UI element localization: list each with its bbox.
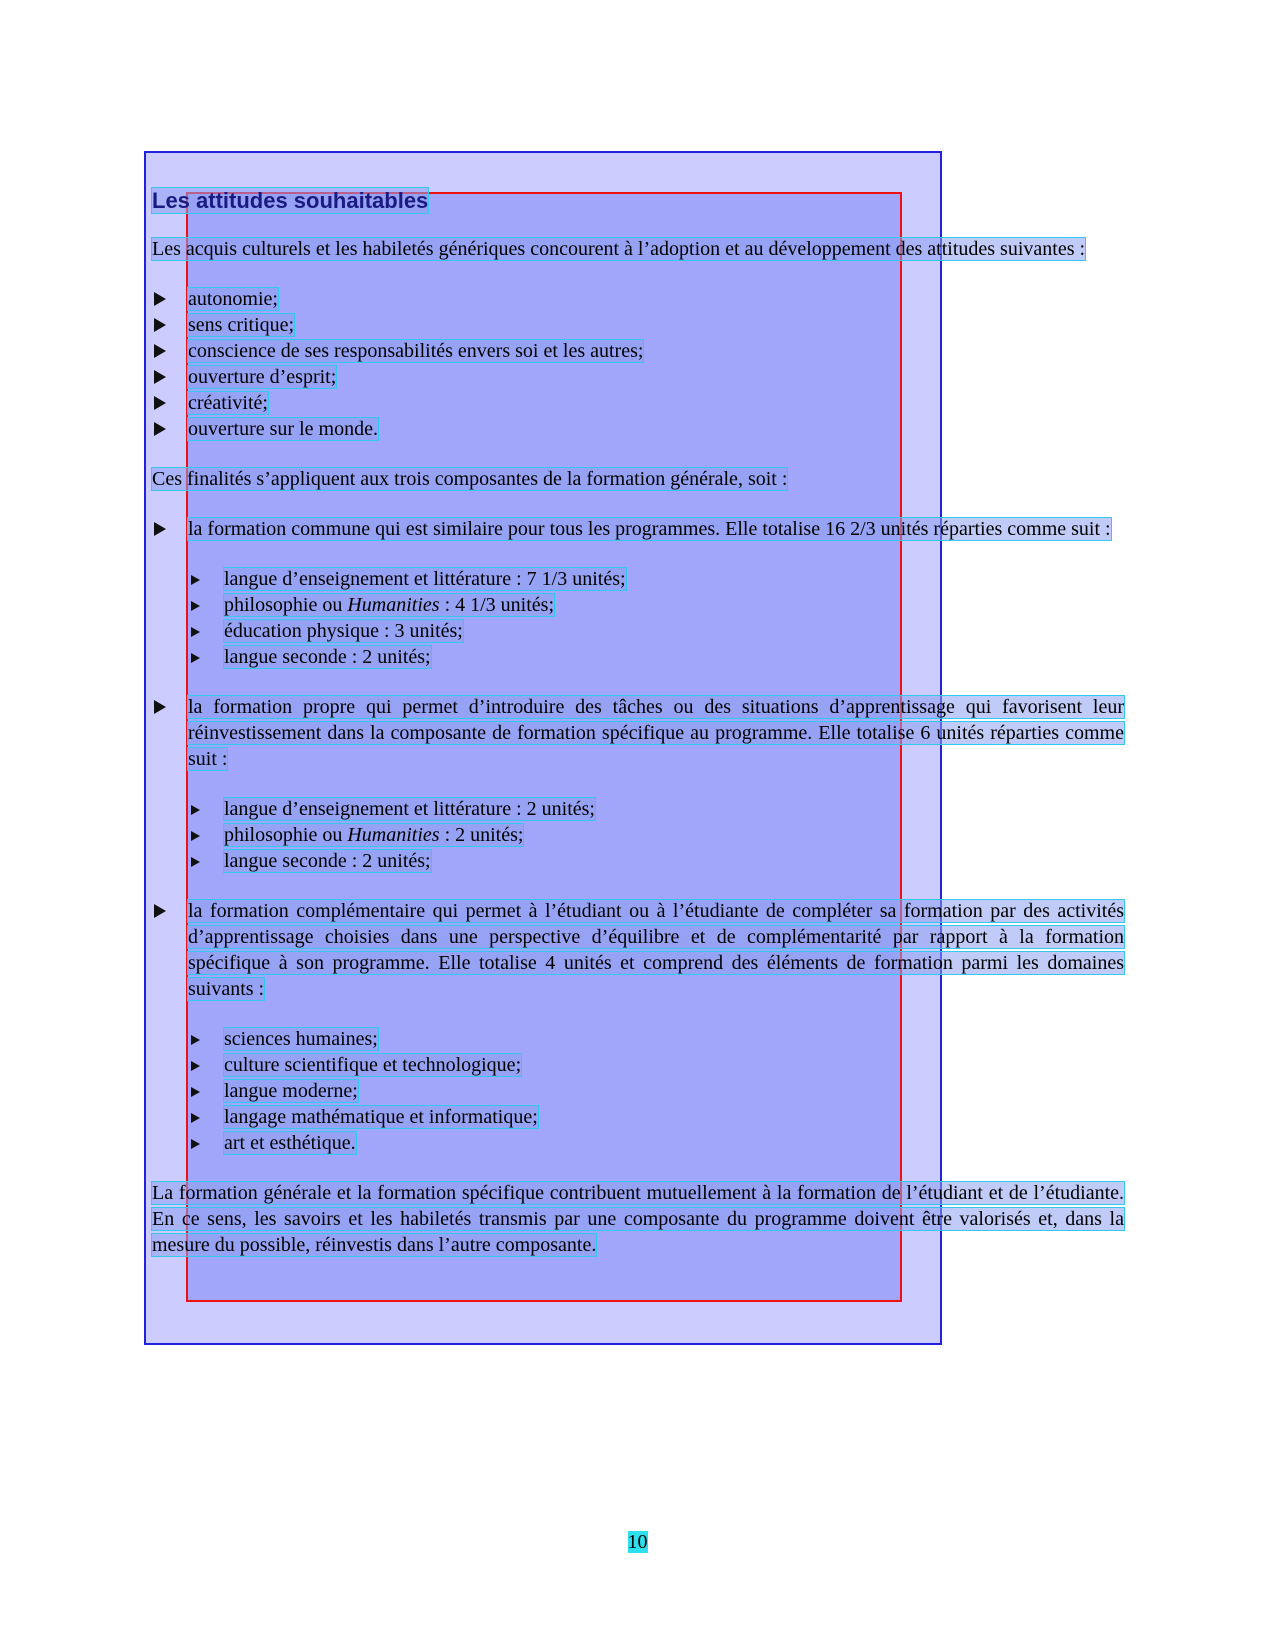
formation-commune-item: la formation commune qui est similaire pour tous les programmes. Elle totalise 16 2/3 unités réparties comme suit : langue d’enseignement et littérature : 7 1/3 unités; philosophie ou Humanities : 4 1/3 unités; éducation physique : 3 unités; langue seconde : 2 unités; bbox=[152, 516, 1124, 694]
attitudes-list bbox=[152, 286, 1124, 442]
arrow-bullet-icon bbox=[188, 1026, 206, 1050]
arrow-bullet-icon bbox=[188, 644, 206, 668]
arrow-bullet-icon bbox=[152, 312, 170, 336]
propre-sublist bbox=[188, 796, 1124, 874]
arrow-bullet-icon bbox=[188, 618, 206, 642]
arrow-bullet-icon bbox=[152, 416, 170, 440]
sub-list-item: langue d’enseignement et littérature : 7 1/3 unités; bbox=[188, 566, 1124, 592]
sub-list-item: langue d’enseignement et littérature : 2 unités; bbox=[188, 796, 1124, 822]
composantes-intro: Ces finalités s’appliquent aux trois composantes de la formation générale, soit : bbox=[152, 468, 788, 490]
complementaire-sublist bbox=[188, 1026, 1124, 1156]
arrow-bullet-icon bbox=[152, 516, 170, 540]
sub-list-item: philosophie ou Humanities : 4 1/3 unités; bbox=[188, 592, 1124, 618]
list-item: autonomie; bbox=[152, 286, 1124, 312]
formation-complementaire-item: la formation complémentaire qui permet à l’étudiant ou à l’étudiante de compléter sa formation par des activités d’apprentissage choisies dans une perspective d’équilibre et de complémentarité par rapport à la formation spécifique à son programme. Elle totalise 4 unités et comprend des éléments de formation parmi les domaines suivants : sciences humaines; culture scientifique et technologique; langue moderne; langage mathématique et informatique; art et esthétique. bbox=[152, 898, 1124, 1180]
conclusion-paragraph: La formation générale et la formation spécifique contribuent mutuellement à la formation de l’étudiant et de l’étudiante. En ce sens, les savoirs et les habiletés transmis par une composante du programme doivent être valorisés et, dans la mesure du possible, réinvestis dans l’autre composante. bbox=[152, 1182, 1124, 1256]
list-item: sens critique; bbox=[152, 312, 1124, 338]
arrow-bullet-icon bbox=[188, 796, 206, 820]
arrow-bullet-icon bbox=[188, 566, 206, 590]
sub-list-item: éducation physique : 3 unités; bbox=[188, 618, 1124, 644]
arrow-bullet-icon bbox=[152, 898, 170, 922]
sub-list-item: langue moderne; bbox=[188, 1078, 1124, 1104]
list-item: créativité; bbox=[152, 390, 1124, 416]
arrow-bullet-icon bbox=[188, 1104, 206, 1128]
arrow-bullet-icon bbox=[188, 1130, 206, 1154]
sub-list-item: langue seconde : 2 unités; bbox=[188, 848, 1124, 874]
list-item: ouverture sur le monde. bbox=[152, 416, 1124, 442]
arrow-bullet-icon bbox=[188, 848, 206, 872]
list-item: conscience de ses responsabilités envers soi et les autres; bbox=[152, 338, 1124, 364]
page-number: 10 bbox=[627, 1531, 648, 1553]
intro-paragraph: Les acquis culturels et les habiletés génériques concourent à l’adoption et au développement des attitudes suivantes : bbox=[152, 238, 1086, 260]
arrow-bullet-icon bbox=[188, 822, 206, 846]
formation-propre-item: la formation propre qui permet d’introduire des tâches ou des situations d’apprentissage qui favorisent leur réinvestissement dans la composante de formation spécifique au programme. Elle totalise 6 unités réparties comme suit : langue d’enseignement et littérature : 2 unités; philosophie ou Humanities : 2 unités; langue seconde : 2 unités; bbox=[152, 694, 1124, 898]
composantes-list bbox=[152, 516, 1124, 1180]
sub-list-item: art et esthétique. bbox=[188, 1130, 1124, 1156]
arrow-bullet-icon bbox=[152, 338, 170, 362]
arrow-bullet-icon bbox=[188, 592, 206, 616]
arrow-bullet-icon bbox=[188, 1052, 206, 1076]
sub-list-item: langage mathématique et informatique; bbox=[188, 1104, 1124, 1130]
arrow-bullet-icon bbox=[152, 390, 170, 414]
sub-list-item: langue seconde : 2 unités; bbox=[188, 644, 1124, 670]
arrow-bullet-icon bbox=[152, 694, 170, 718]
arrow-bullet-icon bbox=[152, 286, 170, 310]
arrow-bullet-icon bbox=[152, 364, 170, 388]
arrow-bullet-icon bbox=[188, 1078, 206, 1102]
list-item: ouverture d’esprit; bbox=[152, 364, 1124, 390]
page-content bbox=[152, 188, 1124, 1258]
section-heading: Les attitudes souhaitables bbox=[152, 188, 429, 213]
sub-list-item: philosophie ou Humanities : 2 unités; bbox=[188, 822, 1124, 848]
commune-sublist bbox=[188, 566, 1124, 670]
sub-list-item: sciences humaines; bbox=[188, 1026, 1124, 1052]
sub-list-item: culture scientifique et technologique; bbox=[188, 1052, 1124, 1078]
